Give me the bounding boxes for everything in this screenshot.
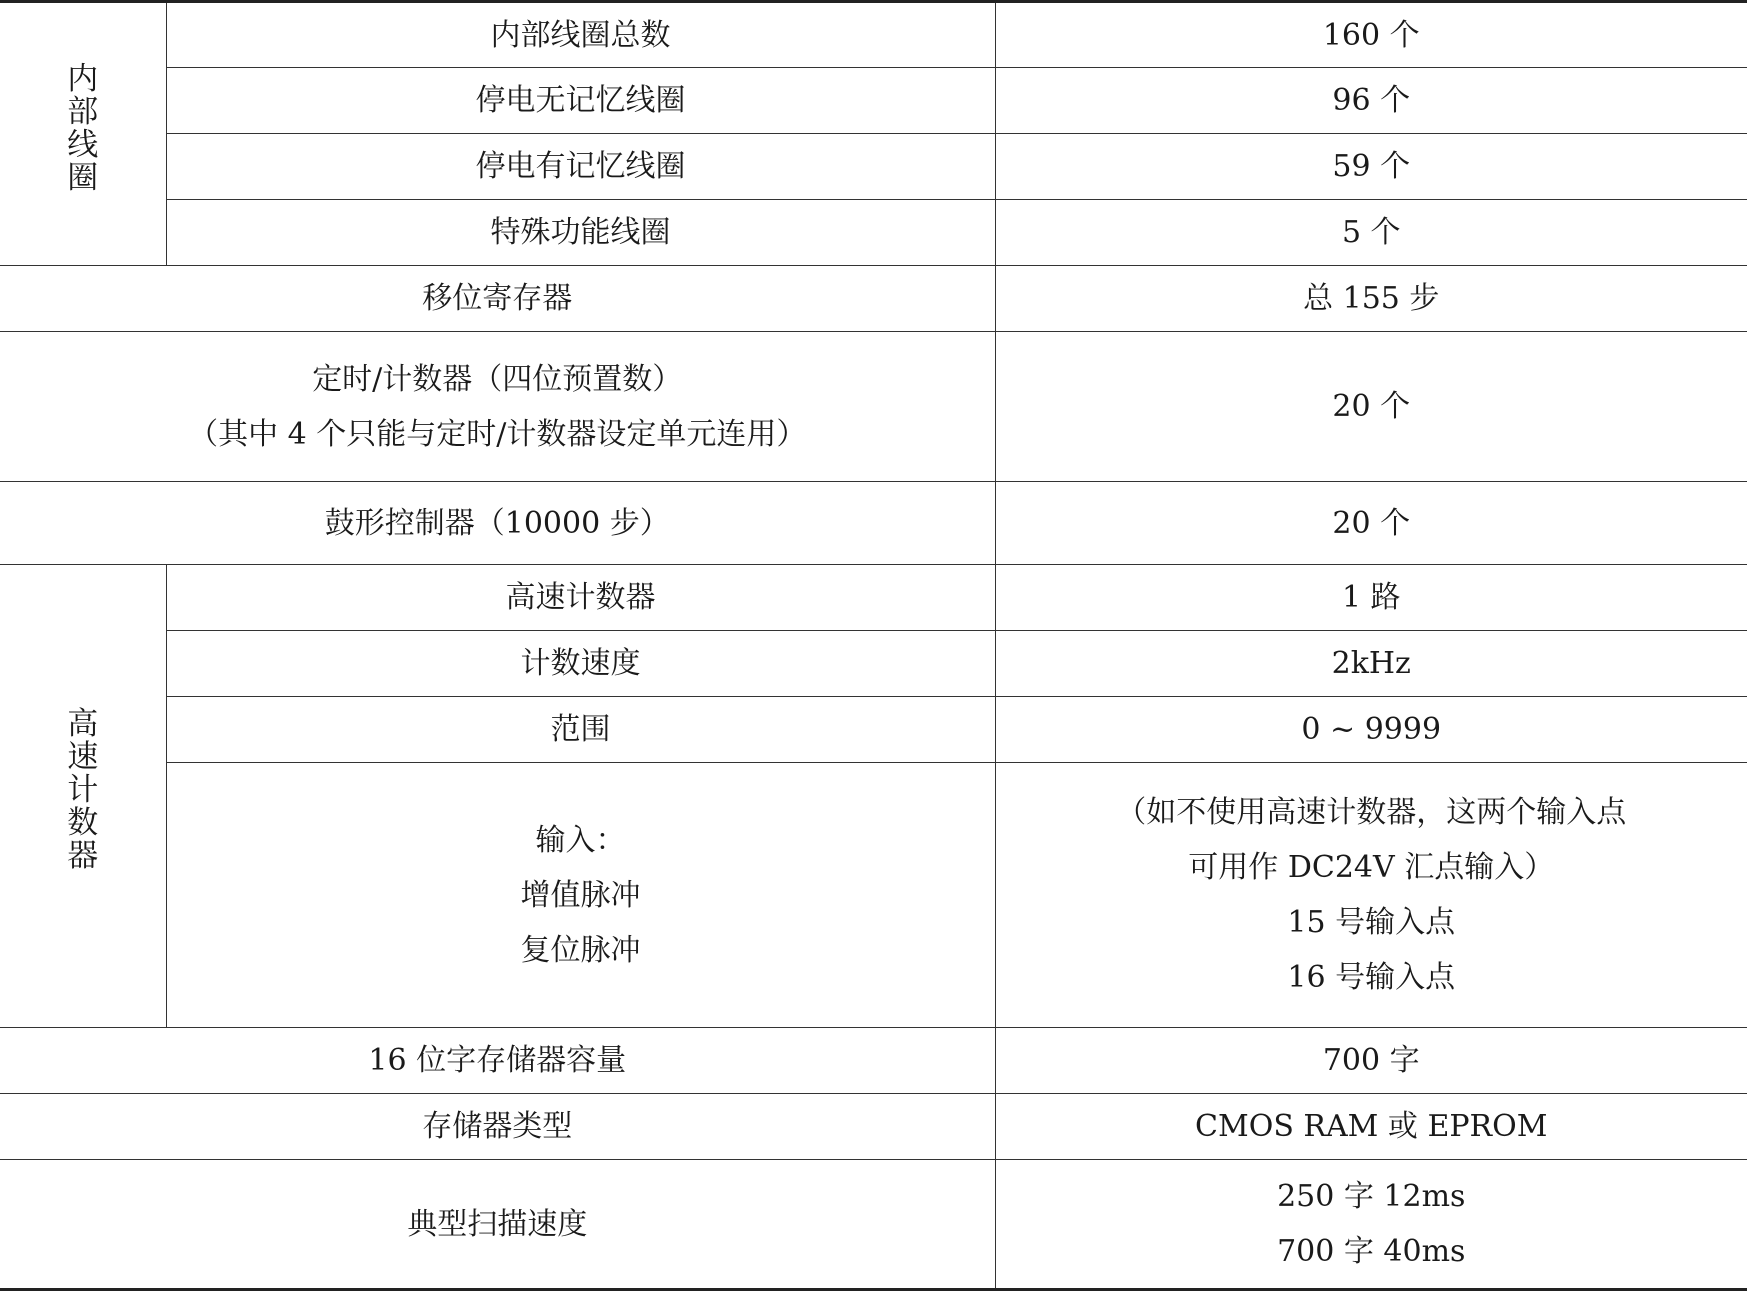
table-row xyxy=(0,482,1747,565)
table-row xyxy=(0,200,1747,266)
value-cell: 0 ~ 9999 xyxy=(995,697,1747,763)
value-line: 15 号输入点 xyxy=(1287,905,1456,940)
table-row xyxy=(0,763,1747,1028)
value-cell: 5 个 xyxy=(995,200,1747,266)
item-cell xyxy=(166,763,995,1028)
value-cell: CMOS RAM 或 EPROM xyxy=(995,1094,1747,1160)
item-cell: 停电有记忆线圈 xyxy=(166,134,995,200)
value-cell: 2kHz xyxy=(995,631,1747,697)
item-cell: 移位寄存器 xyxy=(0,266,995,332)
item-cell: 16 位字存储器容量 xyxy=(0,1028,995,1094)
item-cell xyxy=(0,332,995,482)
value-cell xyxy=(995,1160,1747,1290)
table-row xyxy=(0,266,1747,332)
item-cell: 鼓形控制器（10000 步） xyxy=(0,482,995,565)
table-row xyxy=(0,631,1747,697)
item-cell: 高速计数器 xyxy=(166,565,995,631)
value-cell: 700 字 xyxy=(995,1028,1747,1094)
value-cell: 160 个 xyxy=(995,2,1747,68)
table-row xyxy=(0,134,1747,200)
item-cell: 存储器类型 xyxy=(0,1094,995,1160)
value-cell: 20 个 xyxy=(995,332,1747,482)
item-line: 输入： xyxy=(535,822,626,858)
table-row xyxy=(0,332,1747,482)
value-line: （如不使用高速计数器，这两个输入点 xyxy=(1116,795,1627,830)
item-line: 增值脉冲 xyxy=(520,877,641,913)
item-cell: 停电无记忆线圈 xyxy=(166,68,995,134)
value-line: 可用作 DC24V 汇点输入） xyxy=(1188,850,1555,885)
item-line: 复位脉冲 xyxy=(520,932,641,968)
value-cell xyxy=(995,763,1747,1028)
value-line: 16 号输入点 xyxy=(1287,960,1456,995)
table-row xyxy=(0,565,1747,631)
item-cell: 典型扫描速度 xyxy=(0,1160,995,1290)
table-row xyxy=(0,1094,1747,1160)
group-label-internal-coils: 内部线圈 xyxy=(0,2,166,266)
table-row xyxy=(0,2,1747,68)
table-row xyxy=(0,68,1747,134)
value-line: 250 字 12ms xyxy=(1277,1179,1466,1214)
table-row xyxy=(0,697,1747,763)
value-cell: 20 个 xyxy=(995,482,1747,565)
item-cell: 范围 xyxy=(166,697,995,763)
item-cell: 计数速度 xyxy=(166,631,995,697)
table-row xyxy=(0,1160,1747,1290)
table-row xyxy=(0,1028,1747,1094)
value-cell: 总 155 步 xyxy=(995,266,1747,332)
value-cell: 1 路 xyxy=(995,565,1747,631)
value-cell: 96 个 xyxy=(995,68,1747,134)
group-label-high-speed-counter: 高速计数器 xyxy=(0,565,166,1028)
item-line: 定时/计数器（四位预置数） xyxy=(312,361,683,397)
value-cell: 59 个 xyxy=(995,134,1747,200)
item-cell: 内部线圈总数 xyxy=(166,2,995,68)
value-line: 700 字 40ms xyxy=(1277,1234,1466,1269)
item-cell: 特殊功能线圈 xyxy=(166,200,995,266)
item-line: （其中 4 个只能与定时/计数器设定单元连用） xyxy=(188,416,807,452)
